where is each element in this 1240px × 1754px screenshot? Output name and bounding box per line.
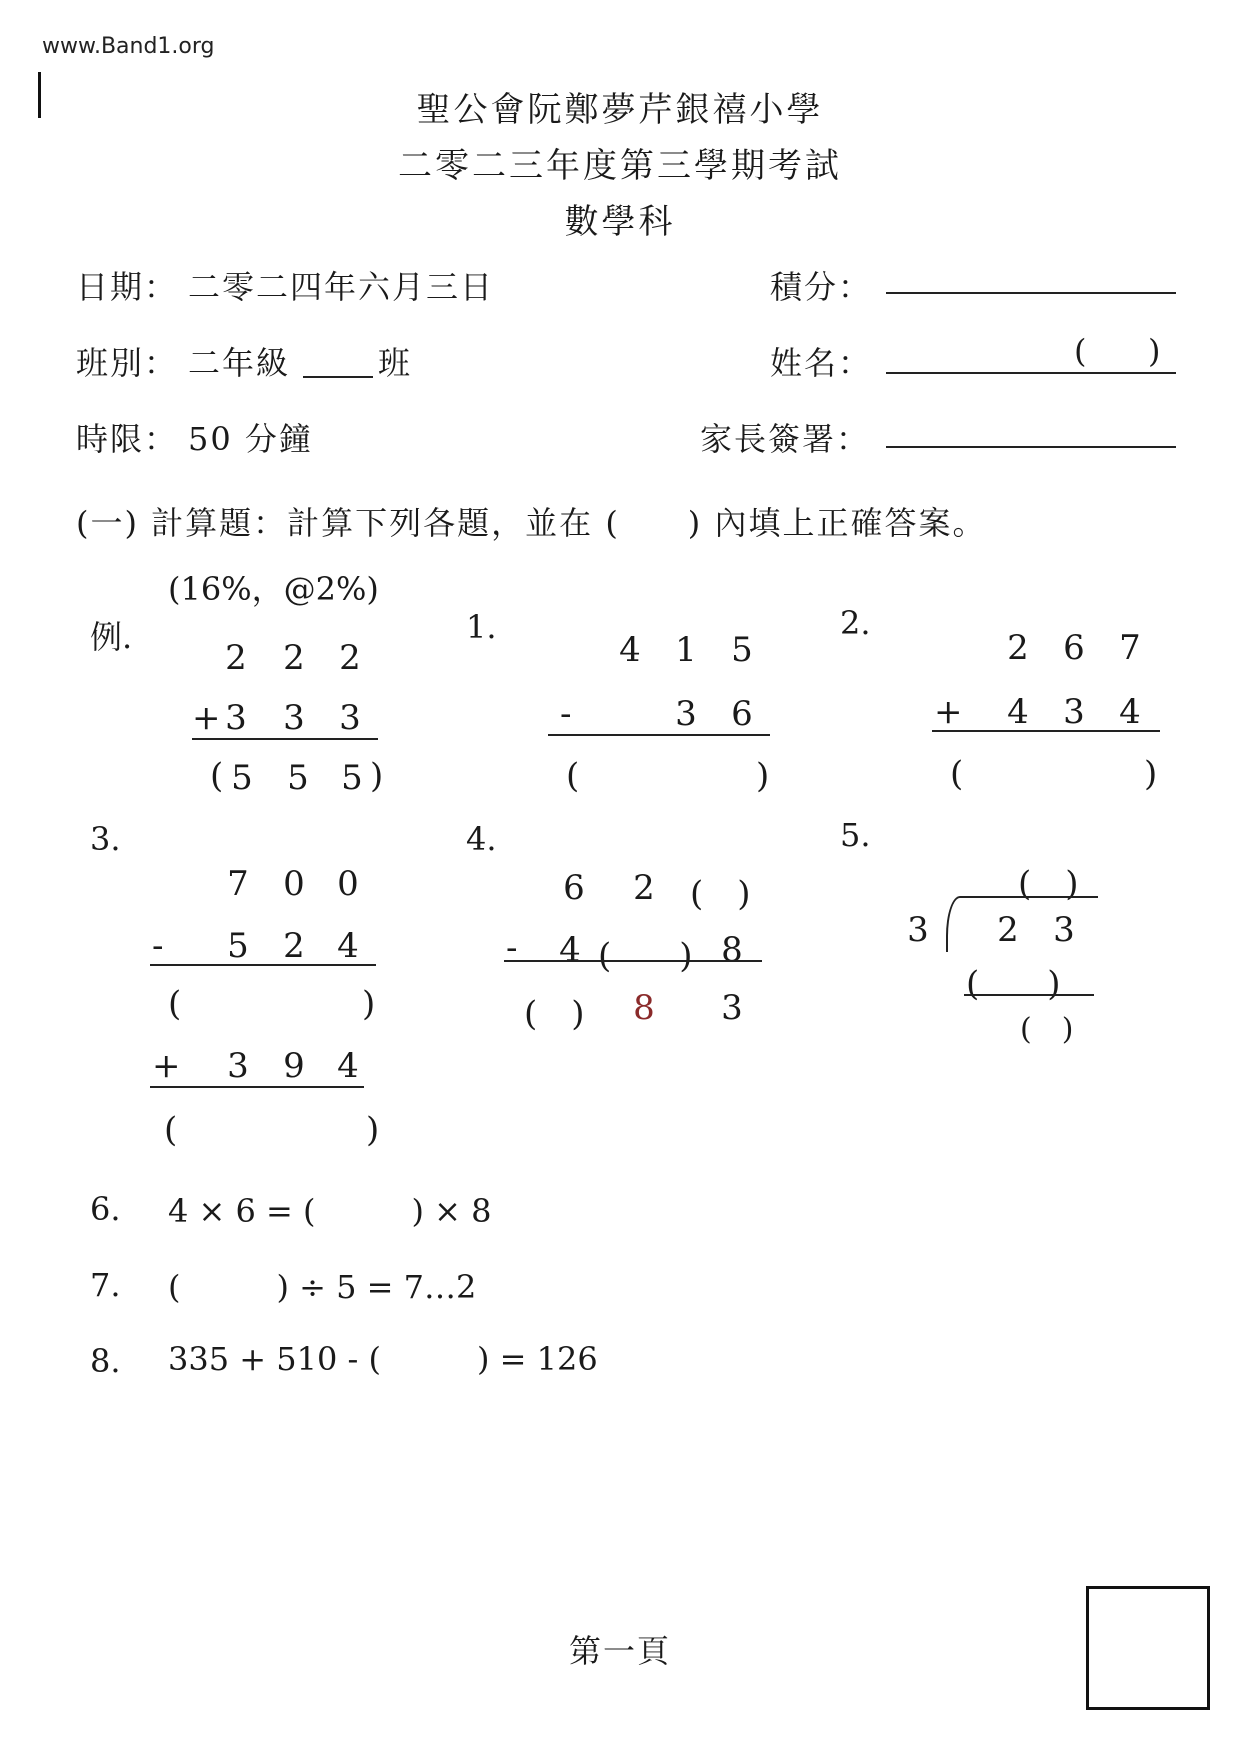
name-line[interactable] — [886, 372, 1176, 374]
class-value: 二年級 — [188, 344, 291, 382]
q8-expression: 335 + 510 - ( ) = 126 — [168, 1340, 598, 1378]
date-value: 二零二四年六月三日 — [188, 268, 495, 306]
class-label: 班別： — [76, 344, 179, 382]
q2-label: 2. — [840, 604, 871, 642]
q5-dividend-digit: 3 — [1053, 910, 1075, 950]
page-score-box[interactable] — [1086, 1586, 1210, 1710]
q3-top-digit: 0 — [283, 864, 305, 904]
q4-top-digit: 6 — [563, 868, 585, 908]
q6-expression: 4 × 6 = ( ) × 8 — [168, 1192, 492, 1230]
q3-label: 3. — [90, 820, 121, 858]
q3-paren-open-1[interactable]: ( — [168, 984, 182, 1024]
q3-mid-digit: 5 — [227, 926, 249, 966]
q4-answer-digit: 8 — [633, 988, 655, 1028]
q5-label: 5. — [840, 816, 871, 854]
q1-rule — [548, 734, 770, 736]
q3-operator-plus: + — [152, 1046, 181, 1086]
q4-top-blank[interactable]: ( ) — [690, 874, 751, 914]
q4-rule — [504, 960, 762, 962]
q2-top-digit: 2 — [1007, 628, 1029, 668]
section-heading: (一) 計算題：計算下列各題，並在 ( ) 內填上正確答案。 — [76, 504, 987, 542]
q1-top-digit: 5 — [731, 630, 753, 670]
q2-paren-open[interactable]: ( — [950, 754, 964, 794]
name-label: 姓名： — [770, 344, 873, 382]
q2-top-digit: 7 — [1119, 628, 1141, 668]
watermark-text: www.Band1.org — [42, 34, 215, 59]
example-answer-digit: 5 — [231, 758, 253, 798]
example-rule — [192, 738, 378, 740]
q3-bottom-digit: 4 — [337, 1046, 359, 1086]
name-paren-close: ) — [1148, 332, 1163, 370]
q3-operator-minus: - — [152, 926, 164, 966]
class-suffix: 班 — [378, 344, 413, 382]
example-paren-close: ) — [370, 756, 384, 796]
example-top-digit: 2 — [283, 638, 305, 678]
q4-mid-blank[interactable]: ( ) — [598, 936, 693, 976]
q1-top-digit: 1 — [675, 630, 697, 670]
q1-paren-close: ) — [756, 756, 770, 796]
q5-remainder-blank[interactable]: ( ) — [1020, 1012, 1074, 1047]
q3-rule-1 — [150, 964, 376, 966]
q2-rule — [932, 730, 1160, 732]
q2-bottom-digit: 4 — [1119, 692, 1141, 732]
q5-product-blank[interactable]: ( ) — [966, 964, 1061, 1004]
q7-label: 7. — [90, 1266, 121, 1304]
q3-paren-open-2[interactable]: ( — [164, 1110, 178, 1150]
q3-bottom-digit: 9 — [283, 1046, 305, 1086]
class-line[interactable] — [303, 376, 373, 378]
example-top-digit: 2 — [225, 638, 247, 678]
q5-quotient-blank[interactable]: ( ) — [1018, 864, 1079, 904]
q4-answer-digit: 3 — [721, 988, 743, 1028]
date-label: 日期： — [76, 268, 179, 306]
q5-dividend-digit: 2 — [997, 910, 1019, 950]
q8-label: 8. — [90, 1342, 121, 1380]
exam-title: 二零二三年度第三學期考試 — [398, 146, 842, 186]
sign-line[interactable] — [886, 446, 1176, 448]
example-bottom-digit: 3 — [339, 698, 361, 738]
sign-label: 家長簽署： — [700, 420, 871, 458]
q3-mid-digit: 2 — [283, 926, 305, 966]
example-bottom-digit: 3 — [283, 698, 305, 738]
q3-paren-close-1: ) — [362, 984, 376, 1024]
time-label: 時限： — [76, 420, 179, 458]
example-top-digit: 2 — [339, 638, 361, 678]
q4-mid-digit: 8 — [721, 930, 743, 970]
q4-label: 4. — [466, 820, 497, 858]
q1-paren-open[interactable]: ( — [566, 756, 580, 796]
q6-label: 6. — [90, 1190, 121, 1228]
q2-operator: + — [934, 692, 963, 732]
q3-paren-close-2: ) — [366, 1110, 380, 1150]
example-answer-digit: 5 — [341, 758, 363, 798]
example-paren-open: ( — [210, 756, 224, 796]
example-bottom-digit: 3 — [225, 698, 247, 738]
q2-paren-close: ) — [1144, 754, 1158, 794]
section-marks: (16%，@2%) — [168, 570, 379, 608]
q5-rule — [964, 994, 1094, 996]
q3-mid-digit: 4 — [337, 926, 359, 966]
school-name: 聖公會阮鄭夢芹銀禧小學 — [416, 90, 824, 130]
q4-top-digit: 2 — [633, 868, 655, 908]
q5-divisor: 3 — [907, 910, 929, 950]
score-label: 積分： — [770, 268, 873, 306]
q1-bottom-digit: 6 — [731, 694, 753, 734]
score-line[interactable] — [886, 292, 1176, 294]
example-answer-digit: 5 — [287, 758, 309, 798]
q2-bottom-digit: 4 — [1007, 692, 1029, 732]
q3-rule-2 — [150, 1086, 364, 1088]
q4-answer-blank[interactable]: ( ) — [524, 994, 585, 1034]
example-operator: + — [192, 698, 221, 738]
time-value: 50 分鐘 — [188, 420, 313, 458]
q2-top-digit: 6 — [1063, 628, 1085, 668]
page-number: 第一頁 — [568, 1632, 671, 1670]
q3-bottom-digit: 3 — [227, 1046, 249, 1086]
q4-mid-digit: 4 — [559, 930, 581, 970]
q3-top-digit: 0 — [337, 864, 359, 904]
q1-operator: - — [560, 694, 572, 734]
subject-title: 數學科 — [564, 202, 676, 242]
example-label: 例. — [90, 618, 133, 656]
name-paren-open: ( — [1074, 332, 1089, 370]
q2-bottom-digit: 3 — [1063, 692, 1085, 732]
q7-expression: ( ) ÷ 5 = 7…2 — [168, 1268, 477, 1306]
q1-top-digit: 4 — [619, 630, 641, 670]
q1-bottom-digit: 3 — [675, 694, 697, 734]
q4-operator: - — [506, 928, 518, 968]
q1-label: 1. — [466, 608, 497, 646]
q3-top-digit: 7 — [227, 864, 249, 904]
